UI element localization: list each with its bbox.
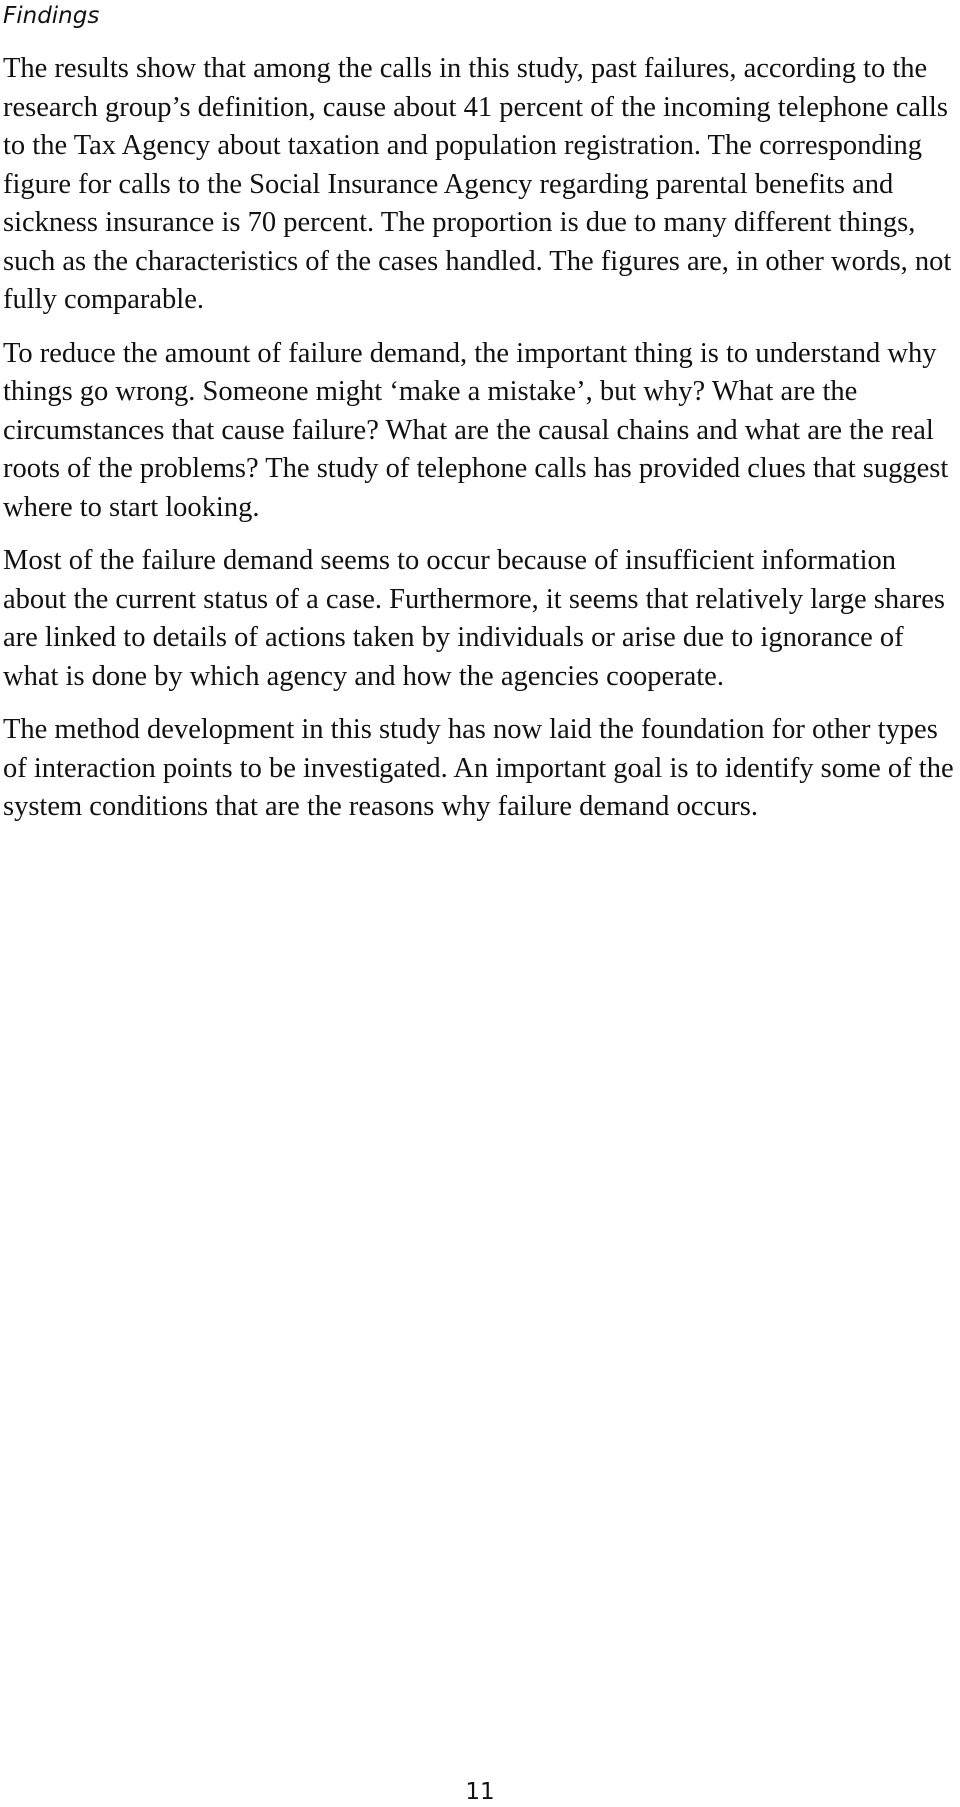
paragraph-method-development: The method development in this study has now laid the foundation for other types of interaction points to be investigated. An important goal is to identify some of the system conditions that are the reasons why failure demand occurs. bbox=[3, 714, 954, 822]
body-text bbox=[3, 50, 958, 842]
paragraph-causes: Most of the failure demand seems to occur because of insufficient information about the current status of a case. Furthermore, it seems that relatively large shares are linked to details of actions taken by individuals or arise due to ignorance of what is done by which agency and how the agencies cooperate. bbox=[3, 545, 946, 692]
page-number: 11 bbox=[465, 1779, 495, 1805]
section-heading: Findings bbox=[3, 3, 100, 29]
paragraph-results: The results show that among the calls in this study, past failures, according to the research group’s definition, cause about 41 percent of the incoming telephone calls to the Tax Agency about taxation and population registration. The corresponding figure for calls to the Social Insurance Agency regarding parental benefits and sickness insurance is 70 percent. The proportion is due to many different things, such as the characteristics of the cases handled. The figures are, in other words, not fully comparable. bbox=[3, 53, 952, 315]
paragraph-reduce-failure-demand: To reduce the amount of failure demand, the important thing is to understand why things go wrong. Someone might ‘make a mistake’, but why? What are the circumstances that cause failure? What are the causal chains and what are the real roots of the problems? The study of telephone calls has provided clues that suggest where to start looking. bbox=[3, 337, 949, 523]
